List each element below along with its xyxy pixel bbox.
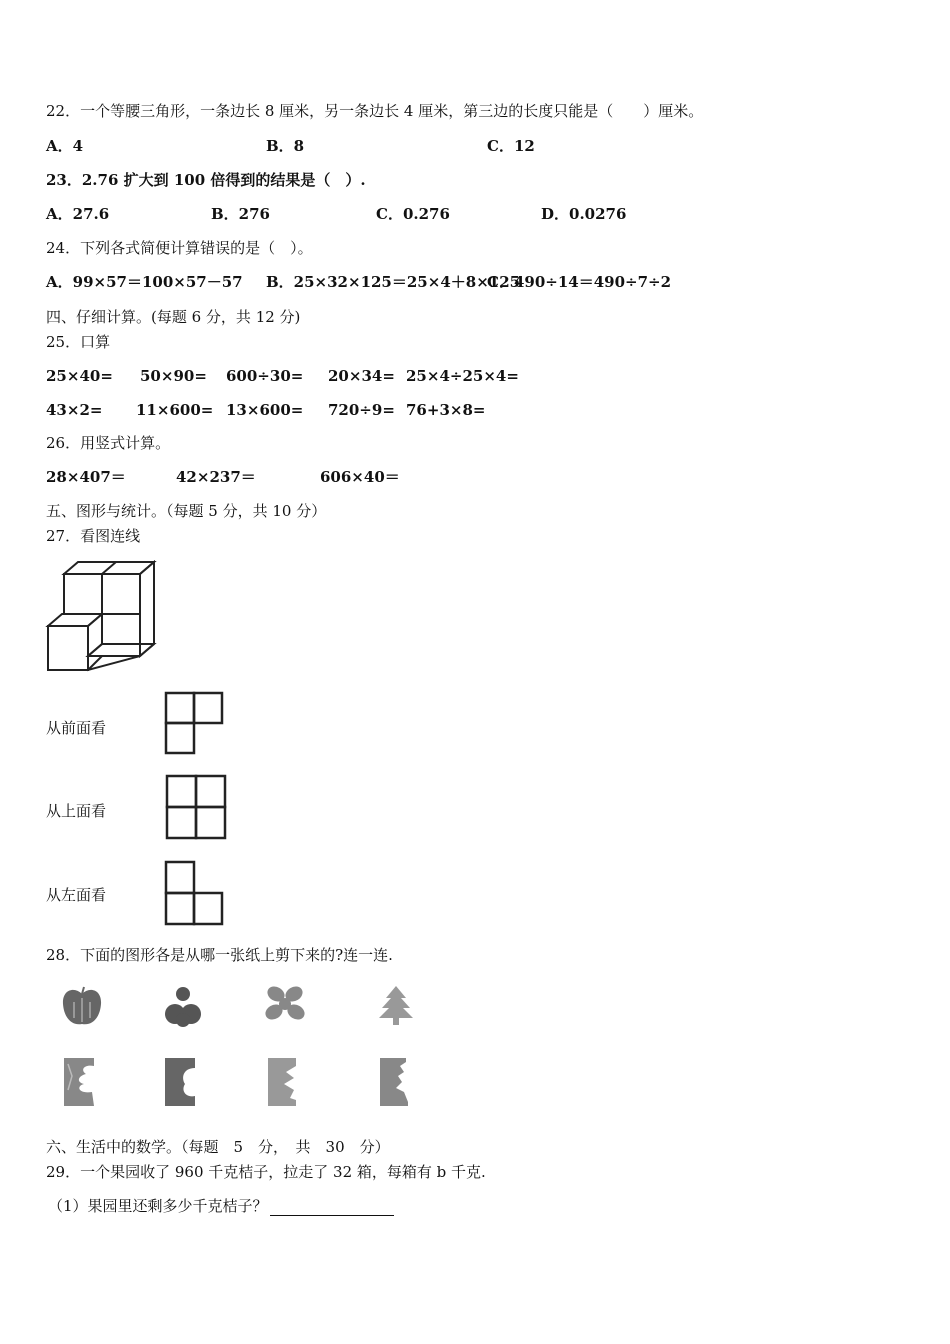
q23-option-b: B．276: [211, 205, 270, 223]
q26-item-3: 606×40＝: [320, 468, 400, 486]
q26-item-2: 42×237＝: [176, 468, 256, 486]
q25-r1-c1: 25×40=: [46, 367, 113, 385]
q25-r1-c2: 50×90=: [140, 367, 207, 385]
view-top-label: 从上面看: [46, 802, 107, 820]
left-view-figure: [163, 859, 225, 927]
q25-stem: 25．口算: [46, 333, 111, 351]
q25-r2-c3: 13×600=: [226, 401, 304, 419]
q22-option-b: B．8: [266, 137, 305, 155]
q24-option-c: C．490÷14＝490÷7÷2: [487, 273, 672, 291]
q24-option-a: A．99×57＝100×57－57: [46, 273, 243, 291]
q23-option-c: C．0.276: [376, 205, 450, 223]
view-left-label: 从左面看: [46, 886, 107, 904]
q22-option-a: A．4: [46, 137, 84, 155]
q25-r1-c4: 20×34=: [328, 367, 395, 385]
q29-sub1: [48, 1196, 394, 1216]
paper-piece-4-icon: [378, 1056, 412, 1108]
paper-piece-3-icon: [266, 1056, 300, 1108]
top-view-figure: [164, 773, 228, 841]
q25-r1-c3: 600÷30=: [226, 367, 304, 385]
q26-item-1: 28×407＝: [46, 468, 126, 486]
q24-option-b: B．25×32×125＝25×4＋8×125: [266, 273, 521, 291]
q25-r2-c2: 11×600=: [136, 401, 214, 419]
q29-sub1-answer-blank[interactable]: [270, 1201, 394, 1216]
section6-title: 六、生活中的数学。（每题 5 分， 共 30 分）: [46, 1138, 390, 1156]
q25-r2-c5: 76+3×8=: [406, 401, 486, 419]
paper-piece-2-icon: [163, 1056, 197, 1108]
q29-stem: 29．一个果园收了 960 千克桔子，拉走了 32 箱，每箱有 b 千克.: [46, 1163, 486, 1181]
cube-figure: [44, 560, 158, 674]
q22-option-c: C．12: [487, 137, 535, 155]
q29-sub1-text: （1）果园里还剩多少千克桔子？: [48, 1197, 268, 1215]
flower-shape-icon: [262, 984, 308, 1024]
apple-shape-icon: [60, 984, 104, 1028]
q25-r1-c5: 25×4÷25×4=: [406, 367, 519, 385]
q25-r2-c1: 43×2=: [46, 401, 103, 419]
q23-option-d: D．0.0276: [541, 205, 627, 223]
q26-stem: 26．用竖式计算。: [46, 434, 171, 452]
section4-title: 四、仔细计算。(每题 6 分，共 12 分): [46, 308, 301, 326]
q23-stem: 23．2.76 扩大到 100 倍得到的结果是（ ）.: [46, 171, 366, 189]
tree-shape-icon: [376, 984, 416, 1026]
view-front-label: 从前面看: [46, 719, 107, 737]
section5-title: 五、图形与统计。（每题 5 分，共 10 分）: [46, 502, 327, 520]
front-view-figure: [163, 690, 225, 756]
q22-stem: 22．一个等腰三角形，一条边长 8 厘米，另一条边长 4 厘米，第三边的长度只能是（ ）厘米。: [46, 102, 704, 120]
q27-stem: 27．看图连线: [46, 527, 141, 545]
paper-piece-1-icon: [62, 1056, 96, 1108]
q25-r2-c4: 720÷9=: [328, 401, 395, 419]
gourd-shape-icon: [163, 984, 203, 1028]
q23-option-a: A．27.6: [46, 205, 110, 223]
q24-stem: 24．下列各式简便计算错误的是（ ）。: [46, 239, 313, 257]
q28-stem: 28．下面的图形各是从哪一张纸上剪下来的?连一连.: [46, 946, 393, 964]
